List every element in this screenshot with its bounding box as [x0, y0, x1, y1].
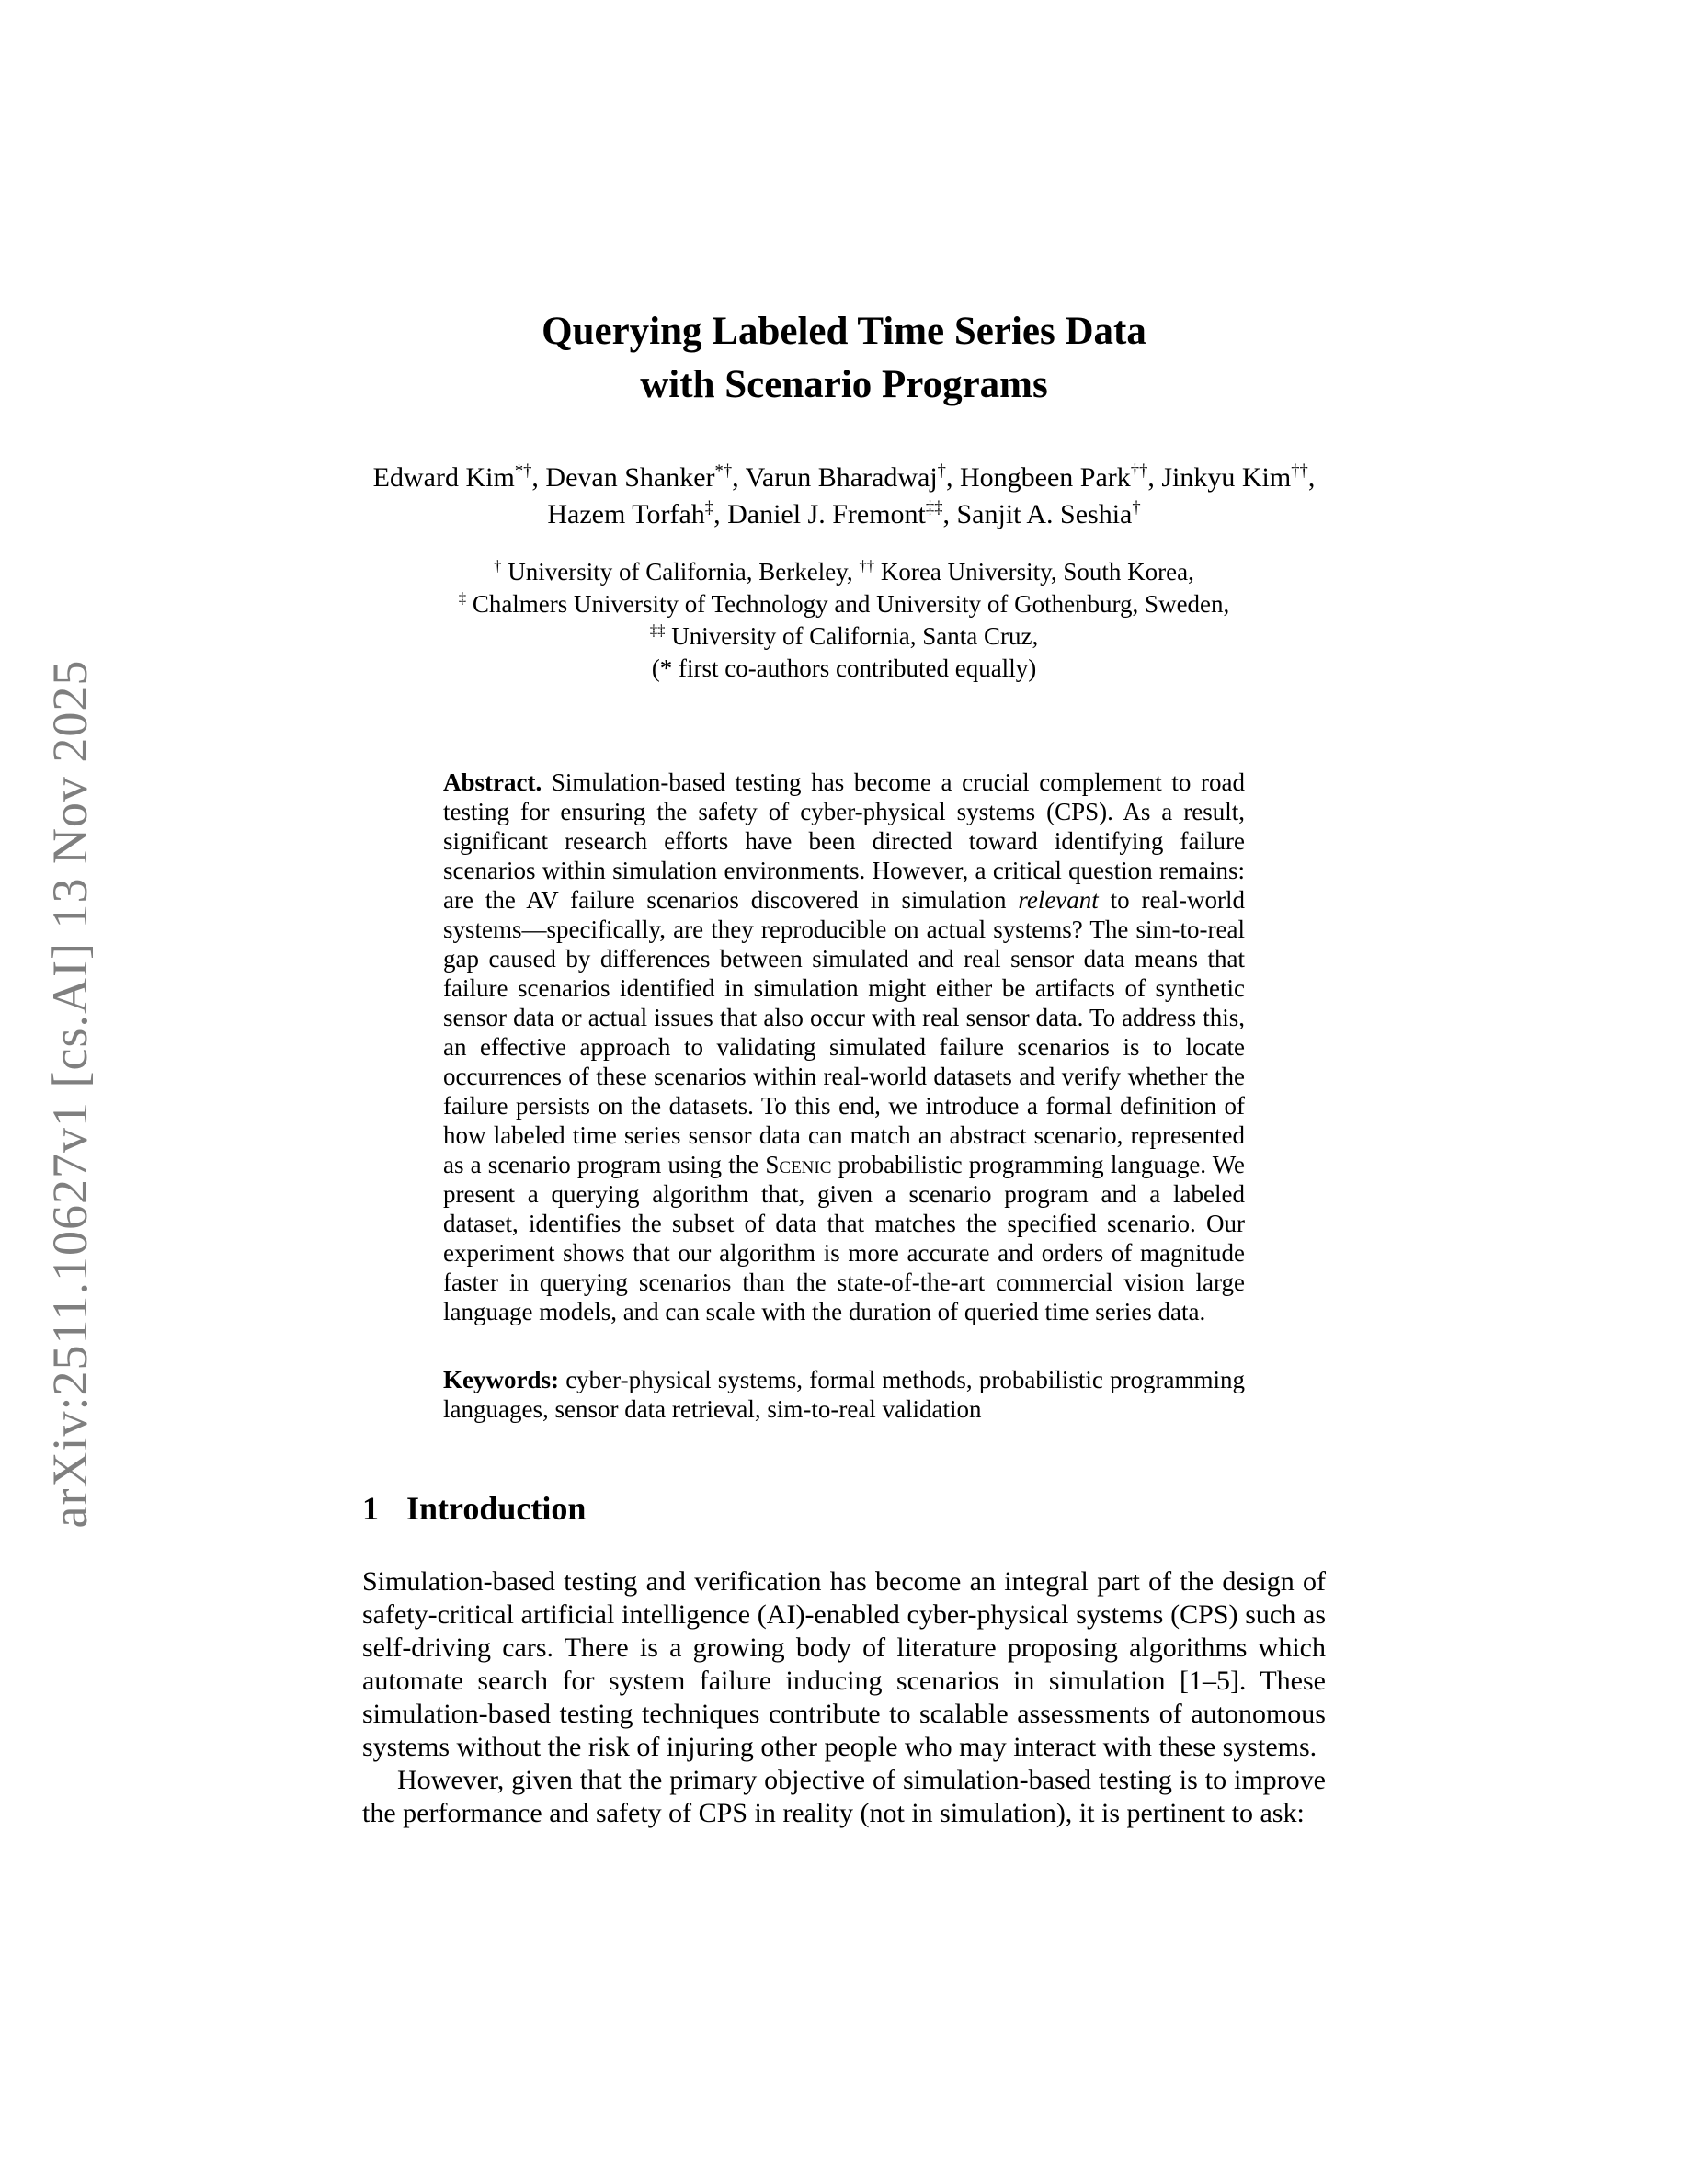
affiliation-text: University of California, Santa Cruz, [665, 622, 1039, 650]
author-footnote-marker: ‡‡ [925, 498, 943, 518]
affiliation-marker: ‡ [458, 589, 467, 607]
section-number: 1 [362, 1490, 379, 1527]
author-separator: , [942, 499, 957, 529]
author-footnote-marker: † [937, 461, 946, 481]
author-footnote-marker: †† [1291, 461, 1308, 481]
author-line-1 [362, 460, 1326, 496]
scenic-language-name: Scenic [765, 1151, 832, 1178]
author-footnote-marker: † [1132, 498, 1141, 518]
paper-title [362, 305, 1326, 412]
author-name: Sanjit A. Seshia [956, 499, 1133, 529]
arxiv-watermark: arXiv:2511.10627v1 [cs.AI] 13 Nov 2025 [42, 659, 97, 1529]
affiliation-text: Chalmers University of Technology and University of Gothenburg, Sweden, [466, 590, 1230, 618]
author-list [362, 460, 1326, 533]
keywords-section [443, 1365, 1245, 1424]
affiliation-line-4 [362, 653, 1326, 685]
section-title: Introduction [406, 1490, 587, 1527]
affiliation-list [362, 556, 1326, 685]
author-name: Jinkyu Kim [1161, 462, 1292, 493]
paper-title-line-2: with Scenario Programs [640, 363, 1048, 406]
author-footnote-marker: †† [1130, 461, 1148, 481]
abstract-section [443, 768, 1245, 1326]
author-name: Varun Bharadwaj [745, 462, 938, 493]
author-separator: , [713, 499, 728, 529]
affiliation-marker: †† [859, 557, 875, 574]
author-name: Daniel J. Fremont [727, 499, 926, 529]
paper-content [362, 0, 1326, 1830]
author-separator: , [531, 462, 546, 493]
affiliation-marker: ‡‡ [649, 621, 666, 639]
equal-contribution-note: (* first co-authors contributed equally) [651, 654, 1037, 682]
author-name: Devan Shanker [545, 462, 715, 493]
author-line-2 [362, 496, 1326, 533]
affiliation-line-1 [362, 556, 1326, 588]
affiliation-text: University of California, Berkeley, [501, 558, 860, 586]
keywords-text: cyber-physical systems, formal methods, probabilistic programming languages, sensor data retrieval, sim-to-real validation [443, 1366, 1245, 1423]
author-footnote-marker: *† [514, 461, 532, 481]
author-separator: , [1307, 462, 1316, 493]
author-separator: , [1147, 462, 1162, 493]
abstract-text: probabilistic programming language. We present a querying algorithm that, given a scenario program and a labeled dataset, identifies the subset of data that matches the specified scenario. Our experiment shows that our algorithm is more accurate and orders of magnitude faster in querying scenarios than the state-of-the-art commercial vision large language models, and can scale with the duration of queried time series data. [443, 1151, 1246, 1325]
intro-paragraph-2: However, given that the primary objective of simulation-based testing is to improve the performance and safety of CPS in reality (not in simulation), it is pertinent to ask: [362, 1765, 1326, 1828]
abstract-text: to real-world systems—specifically, are they reproducible on actual systems? The sim-to-real gap caused by differences between simulated and real sensor data means that failure scenarios identified in simulation might either be artifacts of synthetic sensor data or actual issues that also occur with real sensor data. To address this, an effective approach to validating simulated failure scenarios is to locate occurrences of these scenarios within real-world datasets and verify whether the failure persists on the datasets. To this end, we introduce a formal definition of how labeled time series sensor data can match an abstract scenario, represented as a scenario program using the [443, 886, 1245, 1178]
abstract-label: Abstract. [443, 768, 542, 796]
author-name: Hazem Torfah [547, 499, 705, 529]
author-footnote-marker: ‡ [704, 498, 714, 518]
author-name: Edward Kim [372, 462, 515, 493]
section-1-heading [362, 1488, 1326, 1529]
author-separator: , [732, 462, 746, 493]
author-separator: , [945, 462, 960, 493]
abstract-italic-term: relevant [1018, 886, 1099, 914]
author-footnote-marker: *† [714, 461, 733, 481]
author-name: Hongbeen Park [959, 462, 1131, 493]
affiliation-line-2 [362, 588, 1326, 620]
affiliation-marker: † [494, 557, 502, 574]
affiliation-line-3 [362, 620, 1326, 653]
intro-paragraph-1: Simulation-based testing and verification has become an integral part of the design of safety-critical artificial intelligence (AI)-enabled cyber-physical systems (CPS) such as self-driving cars. There is a growing body of literature proposing algorithms which automate search for system failure inducing scenarios in simulation [1–5]. These simulation-based testing techniques contribute to scalable assessments of autonomous systems without the risk of injuring other people who may interact with these systems. [362, 1566, 1326, 1762]
abstract-text: Simulation-based testing has become a crucial complement to road testing for ensuring the safety of cyber-physical systems (CPS). As a result, significant research efforts have been directed toward identifying failure scenarios within simulation environments. However, a critical question remains: are the AV failure scenarios discovered in simulation [443, 768, 1246, 914]
paper-title-line-1: Querying Labeled Time Series Data [542, 310, 1146, 353]
keywords-label: Keywords: [443, 1366, 559, 1393]
affiliation-text: Korea University, South Korea, [874, 558, 1194, 586]
